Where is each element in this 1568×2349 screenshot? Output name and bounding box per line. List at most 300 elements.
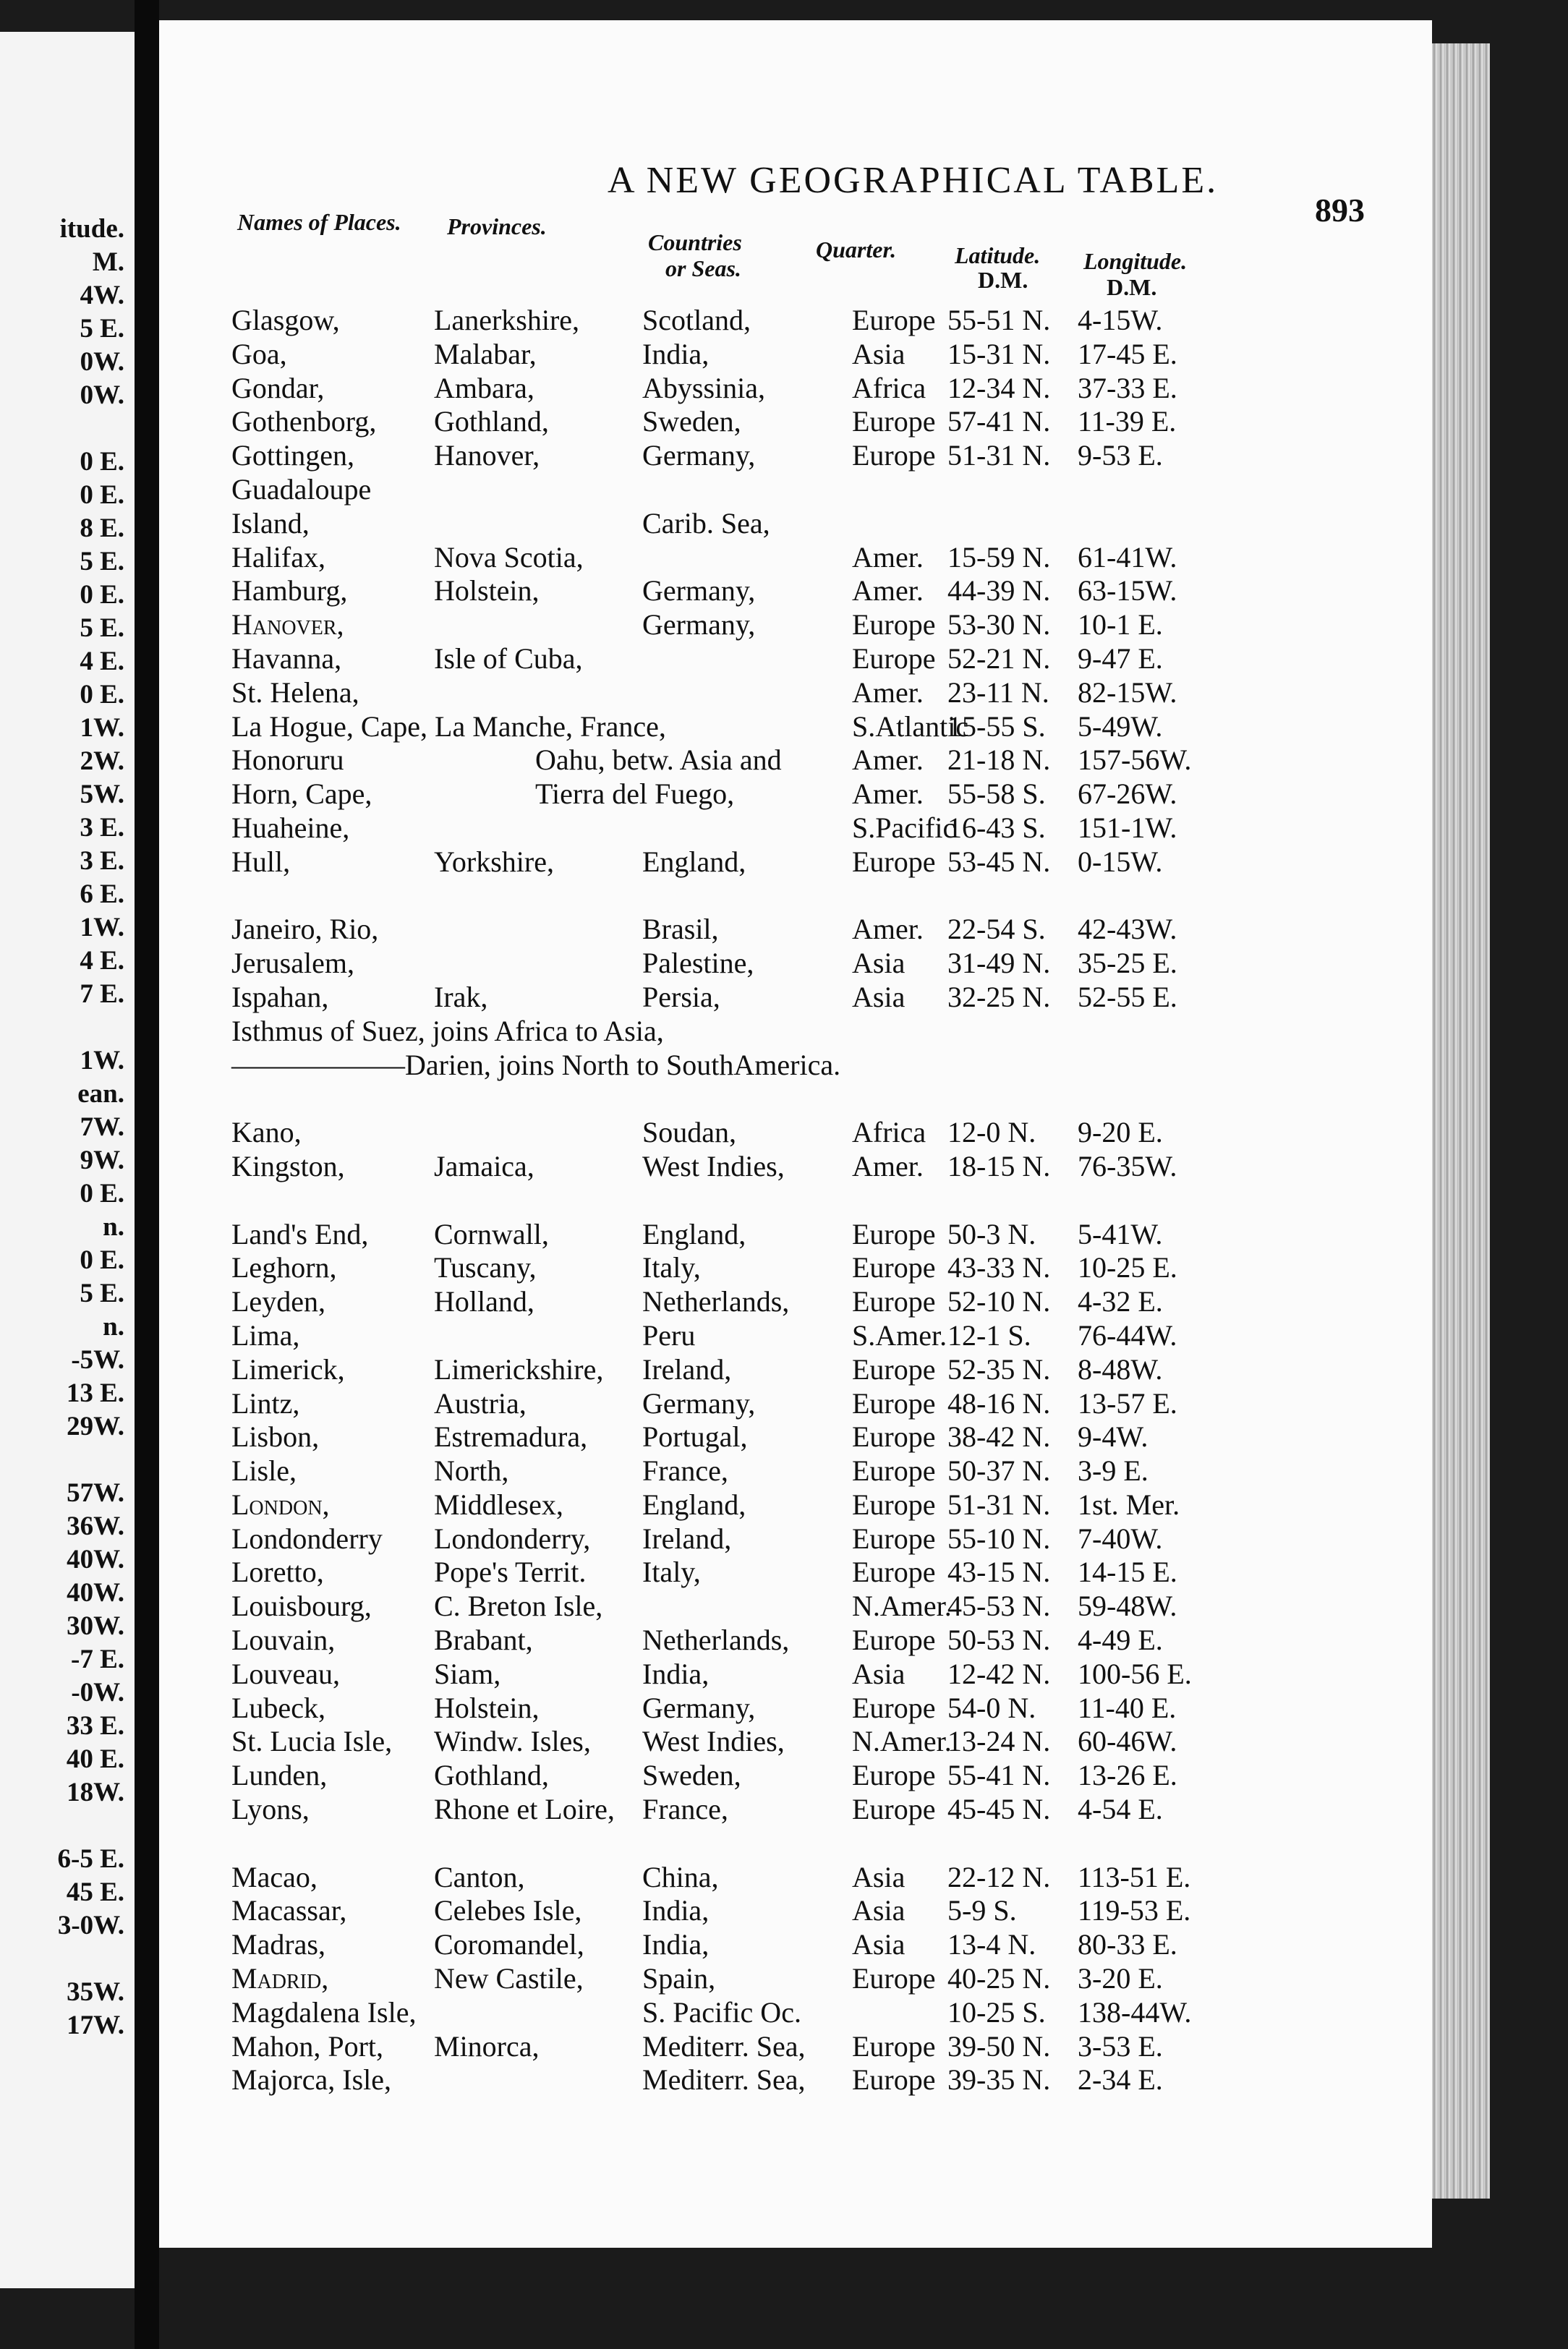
province: Estremadura,	[434, 1420, 588, 1454]
table-row	[231, 1218, 1230, 1252]
country-or-sea: China,	[642, 1860, 719, 1893]
table-row	[231, 1759, 1230, 1793]
left-page-line: 0 E.	[80, 1245, 124, 1275]
province: Ambara,	[434, 371, 534, 404]
latitude: 53-45 N.	[947, 845, 1051, 878]
page-number: 893	[1315, 192, 1365, 229]
longitude: 82-15W.	[1078, 675, 1177, 709]
place-name: Lisle,	[231, 1454, 297, 1488]
quarter: Europe	[852, 1793, 936, 1826]
province: Holland,	[434, 1285, 534, 1318]
country-or-sea: Netherlands,	[642, 1285, 790, 1318]
table-row	[231, 1150, 1230, 1184]
longitude: 80-33 E.	[1078, 1928, 1177, 1961]
quarter: Africa	[852, 1116, 926, 1149]
left-page-line: 5 E.	[80, 314, 124, 344]
country-or-sea: Germany,	[642, 439, 756, 472]
longitude: 3-53 E.	[1078, 2029, 1163, 2063]
quarter: Europe	[852, 439, 936, 472]
province: Limerickshire,	[434, 1352, 604, 1386]
left-page-line: 57W.	[67, 1478, 124, 1508]
quarter: Amer.	[852, 1149, 924, 1182]
latitude: 32-25 N.	[947, 980, 1051, 1013]
row-mid-text: Tierra del Fuego,	[535, 777, 735, 811]
country-or-sea: Scotland,	[642, 304, 751, 336]
left-page-line: 0 E.	[80, 1179, 124, 1208]
longitude: 67-26W.	[1078, 777, 1177, 811]
row-full-text: La Hogue, Cape, La Manche, France,	[231, 709, 666, 743]
table-row	[231, 642, 1230, 676]
province: C. Breton Isle,	[434, 1590, 603, 1623]
province: Siam,	[434, 1657, 501, 1690]
latitude: 50-3 N.	[947, 1217, 1036, 1250]
latitude: 55-10 N.	[947, 1522, 1051, 1555]
table-row	[231, 2030, 1230, 2064]
left-page-line: itude.	[59, 214, 124, 244]
col-head-place: Names of Places.	[237, 209, 401, 235]
latitude: 13-4 N.	[947, 1928, 1036, 1961]
table-row	[231, 1624, 1230, 1658]
longitude: 9-20 E.	[1078, 1116, 1163, 1149]
latitude: 39-50 N.	[947, 2029, 1051, 2063]
province: Pope's Territ.	[434, 1556, 587, 1589]
country-or-sea: West Indies,	[642, 1149, 785, 1182]
place-name: Lyons,	[231, 1793, 310, 1826]
quarter: Amer.	[852, 777, 924, 811]
province: Holstein,	[434, 1691, 540, 1724]
longitude: 0-15W.	[1078, 845, 1163, 878]
row-mid-text: Oahu, betw. Asia and	[535, 743, 782, 777]
province: Isle of Cuba,	[434, 641, 583, 675]
place-name: Louisbourg,	[231, 1590, 372, 1623]
country-or-sea: France,	[642, 1454, 728, 1488]
country-or-sea: India,	[642, 1928, 710, 1961]
longitude: 113-51 E.	[1078, 1860, 1191, 1893]
latitude: 52-21 N.	[947, 641, 1051, 675]
province: Cornwall,	[434, 1217, 549, 1250]
latitude: 50-53 N.	[947, 1624, 1051, 1657]
left-page-line	[0, 412, 127, 446]
quarter: Asia	[852, 337, 906, 370]
left-page-line: 30W.	[67, 1611, 124, 1641]
longitude: 4-32 E.	[1078, 1285, 1163, 1318]
province: Austria,	[434, 1386, 527, 1420]
longitude: 60-46W.	[1078, 1725, 1177, 1758]
longitude: 4-49 E.	[1078, 1624, 1163, 1657]
left-page-line: 0 E.	[80, 580, 124, 610]
longitude: 138-44W.	[1078, 1995, 1192, 2029]
quarter: Asia	[852, 1657, 906, 1690]
table-row	[231, 1894, 1230, 1928]
longitude: 61-41W.	[1078, 540, 1177, 574]
latitude: 12-1 S.	[947, 1318, 1031, 1352]
country-or-sea: Germany,	[642, 574, 756, 608]
left-page-line: 40 E.	[66, 1744, 124, 1774]
place-name: Louvain,	[231, 1624, 336, 1657]
quarter: Africa	[852, 371, 926, 404]
latitude: 12-42 N.	[947, 1657, 1051, 1690]
longitude: 9-53 E.	[1078, 439, 1163, 472]
place-name: London,	[231, 1488, 330, 1521]
table-row	[231, 676, 1230, 710]
left-page-line: n.	[103, 1212, 124, 1242]
table-row	[231, 541, 1230, 575]
quarter: Europe	[852, 641, 936, 675]
left-page-line: 3 E.	[80, 846, 124, 876]
quarter: Europe	[852, 1962, 936, 1995]
left-page-line: 1W.	[80, 713, 124, 743]
table-row	[231, 1387, 1230, 1421]
table-row	[231, 507, 1230, 541]
country-or-sea: Sweden,	[642, 405, 741, 438]
table-row	[231, 1319, 1230, 1353]
quarter: Europe	[852, 1556, 936, 1589]
left-page-line: 6-5 E.	[57, 1844, 124, 1874]
table-row	[231, 1996, 1230, 2030]
col-head-province: Provinces.	[447, 213, 547, 239]
quarter: S.Amer.	[852, 1318, 947, 1352]
latitude: 55-41 N.	[947, 1759, 1051, 1792]
longitude: 35-25 E.	[1078, 947, 1177, 980]
table-row	[231, 439, 1230, 473]
left-page-line: 40W.	[67, 1578, 124, 1608]
longitude: 1st. Mer.	[1078, 1488, 1180, 1521]
quarter: Asia	[852, 980, 906, 1013]
province: Tuscany,	[434, 1251, 537, 1284]
table-row	[231, 947, 1230, 981]
quarter: Europe	[852, 1454, 936, 1488]
latitude: 31-49 N.	[947, 947, 1051, 980]
place-name: Lima,	[231, 1318, 300, 1352]
col-head-country-2: or Seas.	[665, 255, 741, 281]
latitude: 15-55 S.	[947, 709, 1046, 743]
longitude: 59-48W.	[1078, 1590, 1177, 1623]
table-row	[231, 1658, 1230, 1692]
longitude: 9-47 E.	[1078, 641, 1163, 675]
country-or-sea: Palestine,	[642, 947, 754, 980]
left-page-line: 29W.	[67, 1412, 124, 1441]
col-head-latitude: Latitude.	[955, 242, 1041, 268]
section-gap	[231, 1184, 1230, 1218]
latitude: 44-39 N.	[947, 574, 1051, 608]
country-or-sea: Portugal,	[642, 1420, 748, 1454]
province: Gothland,	[434, 1759, 549, 1792]
table-row	[231, 1861, 1230, 1895]
place-name: Ispahan,	[231, 980, 329, 1013]
left-page-line	[0, 1809, 127, 1843]
row-full-text: Isthmus of Suez, joins Africa to Asia,	[231, 1014, 664, 1047]
place-name: St. Helena,	[231, 675, 359, 709]
place-name: Horn, Cape,	[231, 777, 372, 811]
country-or-sea: India,	[642, 337, 710, 370]
country-or-sea: Mediterr. Sea,	[642, 2063, 806, 2097]
province: Rhone et Loire,	[434, 1793, 615, 1826]
quarter: Europe	[852, 1251, 936, 1284]
left-page-line: 1W.	[80, 1046, 124, 1075]
place-name: Glasgow,	[231, 304, 340, 336]
left-page-line	[0, 1011, 127, 1044]
book-gutter	[135, 0, 159, 2349]
quarter: Asia	[852, 947, 906, 980]
country-or-sea: Mediterr. Sea,	[642, 2029, 806, 2063]
quarter: Europe	[852, 845, 936, 878]
place-name: Hull,	[231, 845, 291, 878]
country-or-sea: Persia,	[642, 980, 720, 1013]
left-page-line: 4W.	[80, 281, 124, 310]
left-page-line: 0 E.	[80, 680, 124, 709]
quarter: Amer.	[852, 913, 924, 946]
place-name: Guadaloupe	[231, 472, 372, 506]
left-page-line: 0 E.	[80, 480, 124, 510]
longitude: 4-15W.	[1078, 304, 1163, 336]
latitude: 39-35 N.	[947, 2063, 1051, 2097]
place-name: Gottingen,	[231, 439, 354, 472]
quarter: Europe	[852, 2029, 936, 2063]
left-page-line: 7W.	[80, 1112, 124, 1142]
table-row	[231, 1049, 1230, 1083]
left-page-line: 6 E.	[80, 879, 124, 909]
country-or-sea: Sweden,	[642, 1759, 741, 1792]
place-name: Majorca, Isle,	[231, 2063, 392, 2097]
province: Londonderry,	[434, 1522, 591, 1555]
left-page-line: 45 E.	[66, 1877, 124, 1907]
col-head-longitude-dm: D.M.	[1107, 274, 1157, 300]
main-page	[159, 20, 1432, 2248]
quarter: Europe	[852, 405, 936, 438]
longitude: 119-53 E.	[1078, 1894, 1191, 1927]
quarter: N.Amer.	[852, 1725, 952, 1758]
table-row	[231, 405, 1230, 439]
place-name: Lintz,	[231, 1386, 300, 1420]
col-head-longitude: Longitude.	[1083, 248, 1188, 274]
table-row	[231, 1285, 1230, 1319]
table-row	[231, 1488, 1230, 1522]
left-page-line: n.	[103, 1312, 124, 1342]
col-head-country-1: Countries	[648, 229, 742, 255]
country-or-sea: Netherlands,	[642, 1624, 790, 1657]
left-page-line: 17W.	[67, 2011, 124, 2040]
left-page-line: 7 E.	[80, 979, 124, 1009]
province: Hanover,	[434, 439, 540, 472]
left-page-line: 36W.	[67, 1512, 124, 1541]
place-name: Huaheine,	[231, 811, 350, 844]
quarter: Europe	[852, 1488, 936, 1521]
longitude: 14-15 E.	[1078, 1556, 1177, 1589]
place-name: Macao,	[231, 1860, 318, 1893]
col-head-quarter: Quarter.	[816, 236, 897, 263]
place-name: Leghorn,	[231, 1251, 337, 1284]
province: Coromandel,	[434, 1928, 584, 1961]
latitude: 13-24 N.	[947, 1725, 1051, 1758]
table-row	[231, 1793, 1230, 1827]
longitude: 10-1 E.	[1078, 608, 1163, 641]
country-or-sea: Abyssinia,	[642, 371, 765, 404]
longitude: 3-9 E.	[1078, 1454, 1149, 1488]
left-page-line	[0, 1943, 127, 1976]
left-page-line: 0 E.	[80, 447, 124, 477]
latitude: 52-35 N.	[947, 1352, 1051, 1386]
province: Lanerkshire,	[434, 304, 580, 336]
quarter: Asia	[852, 1928, 906, 1961]
province: Yorkshire,	[434, 845, 554, 878]
quarter: N.Amer.	[852, 1590, 952, 1623]
place-name: Londonderry	[231, 1522, 383, 1555]
longitude: 2-34 E.	[1078, 2063, 1163, 2097]
province: Holstein,	[434, 574, 540, 608]
place-name: Louveau,	[231, 1657, 340, 1690]
longitude: 5-49W.	[1078, 709, 1163, 743]
place-name: Madras,	[231, 1928, 325, 1961]
longitude: 7-40W.	[1078, 1522, 1163, 1555]
country-or-sea: Italy,	[642, 1556, 701, 1589]
latitude: 40-25 N.	[947, 1962, 1051, 1995]
longitude: 4-54 E.	[1078, 1793, 1163, 1826]
province: Irak,	[434, 980, 488, 1013]
left-page-line: 35W.	[67, 1977, 124, 2007]
place-name: Land's End,	[231, 1217, 369, 1250]
table-row	[231, 1353, 1230, 1387]
place-name: Lubeck,	[231, 1691, 325, 1724]
country-or-sea: Germany,	[642, 608, 756, 641]
place-name: Limerick,	[231, 1352, 345, 1386]
province: Canton,	[434, 1860, 525, 1893]
left-page-line: 18W.	[67, 1778, 124, 1807]
province: Middlesex,	[434, 1488, 563, 1521]
latitude: 16-43 S.	[947, 811, 1046, 844]
left-page-line: 8 E.	[80, 513, 124, 543]
latitude: 43-33 N.	[947, 1251, 1051, 1284]
left-page-line: -7 E.	[71, 1645, 124, 1674]
latitude: 51-31 N.	[947, 1488, 1051, 1521]
latitude: 38-42 N.	[947, 1420, 1051, 1454]
page-title: A NEW GEOGRAPHICAL TABLE.	[608, 160, 1219, 201]
place-name: Gothenborg,	[231, 405, 377, 438]
place-name: Honoruru	[231, 743, 344, 777]
section-gap	[231, 879, 1230, 913]
country-or-sea: India,	[642, 1657, 710, 1690]
longitude: 76-35W.	[1078, 1149, 1177, 1182]
table-row	[231, 1454, 1230, 1488]
left-page-line: 1W.	[80, 913, 124, 942]
latitude: 12-0 N.	[947, 1116, 1036, 1149]
longitude: 63-15W.	[1078, 574, 1177, 608]
place-name: Lisbon,	[231, 1420, 320, 1454]
latitude: 12-34 N.	[947, 371, 1051, 404]
latitude: 18-15 N.	[947, 1149, 1051, 1182]
longitude: 13-57 E.	[1078, 1386, 1177, 1420]
country-or-sea: Germany,	[642, 1691, 756, 1724]
table-row	[231, 304, 1230, 338]
table-row	[231, 1556, 1230, 1590]
province: Minorca,	[434, 2029, 540, 2063]
quarter: Europe	[852, 1522, 936, 1555]
table-row	[231, 338, 1230, 372]
latitude: 51-31 N.	[947, 439, 1051, 472]
latitude: 48-16 N.	[947, 1386, 1051, 1420]
latitude: 21-18 N.	[947, 743, 1051, 777]
geographical-table	[231, 304, 1230, 2097]
province: New Castile,	[434, 1962, 584, 1995]
table-row	[231, 845, 1230, 879]
quarter: Europe	[852, 304, 936, 336]
quarter: Asia	[852, 1894, 906, 1927]
place-name: Hanover,	[231, 608, 344, 641]
table-row	[231, 473, 1230, 507]
left-page-line: 3 E.	[80, 813, 124, 843]
longitude: 37-33 E.	[1078, 371, 1177, 404]
quarter: S.Pacific	[852, 811, 956, 844]
country-or-sea: Ireland,	[642, 1352, 732, 1386]
quarter: Asia	[852, 1860, 906, 1893]
latitude: 57-41 N.	[947, 405, 1051, 438]
latitude: 52-10 N.	[947, 1285, 1051, 1318]
left-page-line: 4 E.	[80, 647, 124, 676]
left-page-line: 5 E.	[80, 613, 124, 643]
place-name: Madrid,	[231, 1962, 329, 1995]
left-page-line: -5W.	[71, 1345, 124, 1375]
quarter: Amer.	[852, 675, 924, 709]
province: Malabar,	[434, 337, 537, 370]
table-row	[231, 1420, 1230, 1454]
left-page-line: 3-0W.	[57, 1911, 124, 1940]
latitude: 54-0 N.	[947, 1691, 1036, 1724]
quarter: Europe	[852, 1420, 936, 1454]
province: North,	[434, 1454, 509, 1488]
table-row	[231, 1962, 1230, 1996]
table-row	[231, 1590, 1230, 1624]
country-or-sea: Brasil,	[642, 913, 719, 946]
left-page-line: ean.	[77, 1079, 124, 1109]
left-page-line: 2W.	[80, 746, 124, 776]
latitude: 22-12 N.	[947, 1860, 1051, 1893]
place-name: Gondar,	[231, 371, 325, 404]
section-gap	[231, 1827, 1230, 1861]
left-page-line: 33 E.	[66, 1711, 124, 1741]
province: Windw. Isles,	[434, 1725, 591, 1758]
longitude: 9-4W.	[1078, 1420, 1149, 1454]
left-page-longitude-column	[0, 213, 127, 2042]
latitude: 22-54 S.	[947, 913, 1046, 946]
table-row	[231, 2063, 1230, 2097]
province: Celebes Isle,	[434, 1894, 582, 1927]
section-gap	[231, 1082, 1230, 1116]
longitude: 17-45 E.	[1078, 337, 1177, 370]
place-name: Loretto,	[231, 1556, 324, 1589]
table-row	[231, 574, 1230, 608]
place-name: Island,	[231, 506, 310, 540]
latitude: 53-30 N.	[947, 608, 1051, 641]
longitude: 52-55 E.	[1078, 980, 1177, 1013]
quarter: S.Atlantic	[852, 709, 969, 743]
latitude: 10-25 S.	[947, 1995, 1046, 2029]
latitude: 50-37 N.	[947, 1454, 1051, 1488]
table-row	[231, 1522, 1230, 1556]
longitude: 100-56 E.	[1078, 1657, 1192, 1690]
latitude: 43-15 N.	[947, 1556, 1051, 1589]
longitude: 11-39 E.	[1078, 405, 1177, 438]
country-or-sea: West Indies,	[642, 1725, 785, 1758]
table-row	[231, 1692, 1230, 1726]
quarter: Europe	[852, 1386, 936, 1420]
quarter: Europe	[852, 1217, 936, 1250]
table-row	[231, 777, 1230, 811]
left-page-line: 4 E.	[80, 946, 124, 976]
table-row	[231, 743, 1230, 777]
table-row	[231, 608, 1230, 642]
table-row	[231, 913, 1230, 947]
table-row	[231, 1116, 1230, 1150]
col-head-latitude-dm: D.M.	[978, 267, 1028, 293]
